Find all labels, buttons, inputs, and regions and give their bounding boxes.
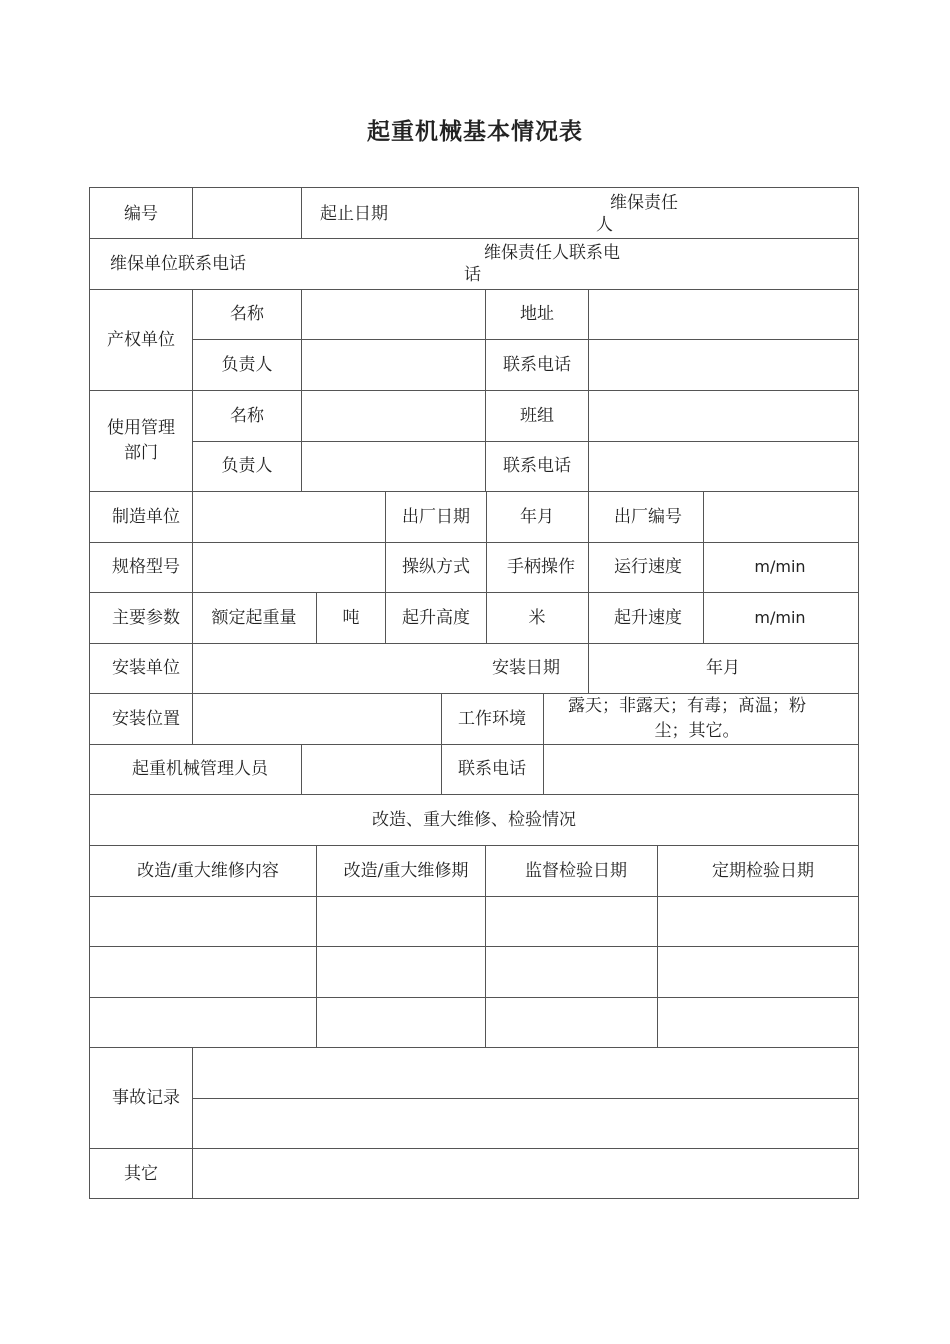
col-divider [588,289,589,491]
row-divider [90,238,858,239]
install-date-value: 年月 [706,658,740,678]
control-method-value: 手柄操作 [507,557,575,577]
history-section-title: 改造、重大维修、检验情况 [372,810,576,830]
col-divider [703,491,704,643]
col-divider [192,188,193,238]
owner-section-label: 产权单位 [107,330,175,350]
row-divider [90,1148,858,1149]
owner-address-label: 地址 [520,304,554,324]
history-header-content: 改造/重大维修内容 [137,861,279,881]
history-header-supervision-date: 监督检验日期 [525,861,627,881]
date-range-label: 起止日期 [320,204,388,224]
row-divider [90,794,858,795]
work-env-options-line1: 露天；非露天；有毒；髙温；粉 [568,696,806,716]
row-divider [90,693,858,694]
maint-person-phone-label-line2: 话 [464,265,481,285]
manufacturer-label: 制造单位 [112,507,180,527]
owner-person-label: 负责人 [221,355,273,375]
page-title: 起重机械基本情况表 [367,119,583,145]
dept-name-label: 名称 [230,406,264,426]
main-params-label: 主要参数 [112,608,180,628]
travel-speed-unit: m/min [754,557,806,576]
col-divider [588,643,589,693]
col-divider [588,491,589,643]
col-divider [192,693,193,744]
dept-team-label: 班组 [520,406,554,426]
dept-section-label-line1: 使用管理 [107,418,175,438]
col-divider [485,845,486,1047]
row-divider [90,491,858,492]
col-divider [485,289,486,491]
work-env-label: 工作环境 [458,709,526,729]
col-divider [316,592,317,643]
row-divider [90,997,858,998]
equipment-info-table [89,187,859,1199]
col-divider [301,188,302,238]
col-divider [486,491,487,643]
lift-speed-label: 起升速度 [614,608,682,628]
row-divider [90,946,858,947]
manager-phone-label: 联系电话 [458,759,526,779]
col-divider [301,744,302,794]
crane-manager-label: 起重机械管理人员 [132,759,268,779]
col-divider [301,289,302,491]
maint-person-phone-label-line1: 维保责任人联系电 [484,243,620,263]
row-divider [90,896,858,897]
maint-person-label-line2: 人 [596,215,613,235]
row-divider [90,289,858,290]
lift-height-label: 起升高度 [402,608,470,628]
model-label: 规格型号 [112,557,180,577]
row-divider [192,1098,858,1099]
accident-record-label: 事故记录 [112,1088,180,1108]
row-divider [192,441,858,442]
col-divider [441,693,442,794]
number-label: 编号 [124,204,158,224]
install-unit-label: 安装单位 [112,658,180,678]
col-divider [192,289,193,491]
history-header-period: 改造/重大维修期 [343,861,469,881]
dept-person-label: 负责人 [221,456,273,476]
dept-phone-label: 联系电话 [503,456,571,476]
maint-person-label-line1: 维保责任 [610,193,678,213]
row-divider [90,592,858,593]
lift-speed-unit: m/min [754,608,806,627]
factory-serial-label: 出厂编号 [614,507,682,527]
row-divider [90,390,858,391]
work-env-options-line2: 尘；其它。 [654,721,740,741]
col-divider [192,1047,193,1199]
install-location-label: 安装位置 [112,709,180,729]
other-label: 其它 [124,1164,158,1184]
factory-date-label: 出厂日期 [402,507,470,527]
row-divider [90,1047,858,1048]
row-divider [90,845,858,846]
col-divider [316,845,317,1047]
col-divider [192,643,193,693]
rated-load-unit: 吨 [342,608,360,628]
install-date-label: 安装日期 [492,658,560,678]
col-divider [657,845,658,1047]
col-divider [385,491,386,643]
owner-name-label: 名称 [230,304,264,324]
row-divider [192,339,858,340]
rated-load-label: 额定起重量 [211,608,297,628]
row-divider [90,744,858,745]
maint-unit-phone-label: 维保单位联系电话 [110,254,246,274]
history-header-periodic-date: 定期检验日期 [712,861,814,881]
dept-section-label-line2: 部门 [124,443,158,463]
control-method-label: 操纵方式 [402,557,470,577]
lift-height-unit: 米 [528,608,546,628]
col-divider [192,491,193,643]
factory-date-value: 年月 [520,507,554,527]
row-divider [90,542,858,543]
travel-speed-label: 运行速度 [614,557,682,577]
row-divider [90,643,858,644]
owner-phone-label: 联系电话 [503,355,571,375]
col-divider [543,693,544,794]
